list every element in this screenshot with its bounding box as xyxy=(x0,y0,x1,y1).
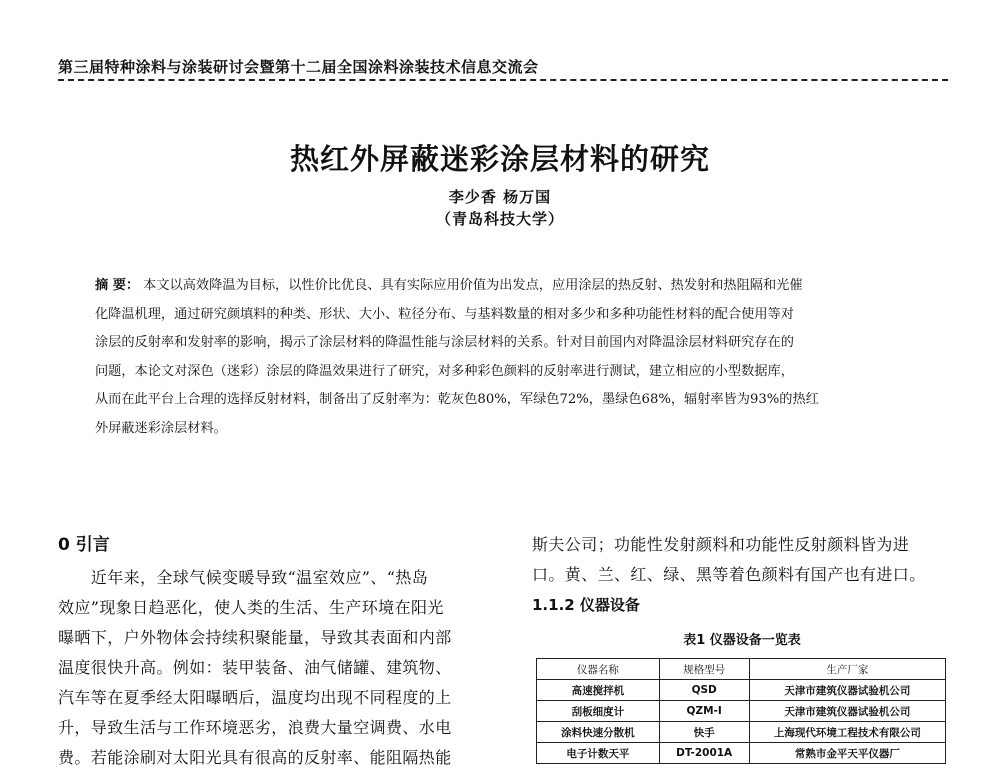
body-line: 斯夫公司；功能性发射颜料和功能性反射颜料皆为进 xyxy=(532,535,910,554)
conference-header: 第三届特种涂料与涂装研讨会暨第十二届全国涂料涂装技术信息交流会 xyxy=(58,58,539,76)
table-row xyxy=(537,722,946,743)
body-line: 汽车等在夏季经太阳曝晒后，温度均出现不同程度的上 xyxy=(58,688,452,707)
abstract-line: 问题，本论文对深色（迷彩）涂层的降温效果进行了研究，对多种彩色颜料的反射率进行测试，建立相应的小型数据库， xyxy=(95,363,794,379)
header-divider xyxy=(58,79,948,81)
table-row xyxy=(537,743,946,764)
table-cell: 快手 xyxy=(659,722,749,743)
body-line: 温度很快升高。例如：装甲装备、油气储罐、建筑物、 xyxy=(58,658,452,677)
subsection-heading-equipment: 1.1.2 仪器设备 xyxy=(532,596,640,614)
abstract-line: 摘 要： 本文以高效降温为目标，以性价比优良、具有实际应用价值为出发点，应用涂层的热反射、热发射和热阻隔和光催 xyxy=(95,278,803,293)
right-column xyxy=(532,530,952,764)
abstract-label: 摘 要： xyxy=(95,278,140,293)
table-cell: 天津市建筑仪器试验机公司 xyxy=(749,680,945,701)
table-cell: 涂料快速分散机 xyxy=(537,722,660,743)
table-cell: DT-2001A xyxy=(659,743,749,764)
table-cell: 刮板细度计 xyxy=(537,701,660,722)
left-column xyxy=(58,530,498,773)
body-line: 效应”现象日趋恶化，使人类的生活、生产环境在阳光 xyxy=(58,598,444,617)
table-row xyxy=(537,680,946,701)
section-heading-introduction: 0 引言 xyxy=(58,535,110,555)
paper-affiliation: （青岛科技大学） xyxy=(435,210,564,228)
abstract-line: 涂层的反射率和发射率的影响，揭示了涂层材料的降温性能与涂层材料的关系。针对目前国内对降温涂层材料研究存在的 xyxy=(95,335,794,350)
table-cell: 电子计数天平 xyxy=(537,743,660,764)
table-cell: QZM-Ⅰ xyxy=(659,701,749,722)
body-line: 曝晒下，户外物体会持续积聚能量，导致其表面和内部 xyxy=(58,628,452,647)
abstract xyxy=(95,272,925,443)
table-cell: 高速搅拌机 xyxy=(537,680,660,701)
body-line: 升，导致生活与工作环境恶劣，浪费大量空调费、水电 xyxy=(58,718,452,737)
abstract-line: 外屏蔽迷彩涂层材料。 xyxy=(95,420,227,436)
table-header-row xyxy=(537,659,946,680)
table-row xyxy=(537,701,946,722)
body-line: 近年来，全球气候变暖导致“温室效应”、“热岛 xyxy=(58,568,429,587)
table-cell: 常熟市金平天平仪器厂 xyxy=(749,743,945,764)
paper-authors: 李少香 杨万国 xyxy=(448,188,552,206)
introduction-text xyxy=(58,563,498,773)
body-line: 费。若能涂刷对太阳光具有很高的反射率、能阻隔热能 xyxy=(58,748,452,767)
table-cell: 天津市建筑仪器试验机公司 xyxy=(749,701,945,722)
materials-text xyxy=(532,530,952,590)
table-cell: 上海现代环境工程技术有限公司 xyxy=(749,722,945,743)
equipment-table xyxy=(536,658,946,764)
table-caption: 表1 仪器设备一览表 xyxy=(683,633,801,648)
paper-title: 热红外屏蔽迷彩涂层材料的研究 xyxy=(289,142,710,176)
body-line: 口。黄、兰、红、绿、黑等着色颜料有国产也有进口。 xyxy=(532,565,926,584)
table-header-cell: 生产厂家 xyxy=(749,659,945,680)
abstract-line: 化降温机理，通过研究颜填料的种类、形状、大小、粒径分布、与基料数量的相对多少和多种功能性材料的配合使用等对 xyxy=(95,306,794,322)
table-cell: QSD xyxy=(659,680,749,701)
abstract-line: 从而在此平台上合理的选择反射材料，制备出了反射率为：乾灰色80%，军绿色72%，墨绿色68%，辐射率皆为93%的热红 xyxy=(95,392,819,407)
table-header-cell: 仪器名称 xyxy=(537,659,660,680)
table-header-cell: 规格型号 xyxy=(659,659,749,680)
